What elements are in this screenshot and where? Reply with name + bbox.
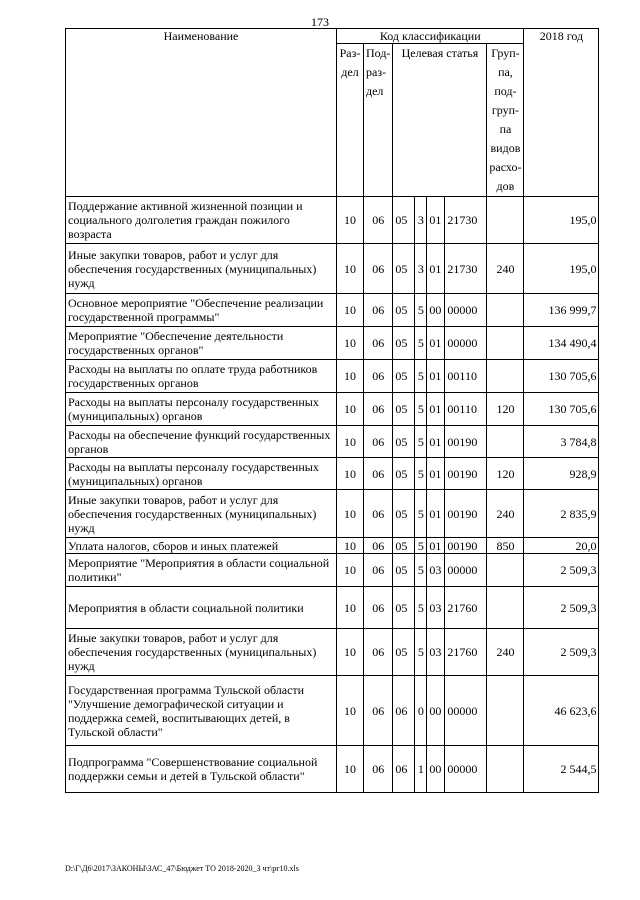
row-amount: 2 509,3 bbox=[524, 554, 599, 587]
row-gruppa: 240 bbox=[487, 244, 524, 294]
row-cs-event: 03 bbox=[427, 554, 445, 587]
row-amount: 2 835,9 bbox=[524, 490, 599, 538]
row-razdel: 10 bbox=[337, 629, 364, 676]
row-cs-program: 06 bbox=[393, 746, 415, 793]
row-razdel: 10 bbox=[337, 244, 364, 294]
row-cs-code: 21730 bbox=[445, 197, 487, 244]
row-gruppa bbox=[487, 554, 524, 587]
row-cs-event: 01 bbox=[427, 244, 445, 294]
row-cs-program: 05 bbox=[393, 294, 415, 327]
header-name: Наименование bbox=[66, 29, 337, 197]
table-row bbox=[66, 294, 599, 327]
row-cs-subprogram: 5 bbox=[415, 294, 427, 327]
row-cs-code: 00000 bbox=[445, 676, 487, 746]
row-gruppa: 240 bbox=[487, 629, 524, 676]
row-cs-code: 00000 bbox=[445, 327, 487, 360]
row-cs-program: 05 bbox=[393, 629, 415, 676]
row-amount: 2 509,3 bbox=[524, 629, 599, 676]
row-cs-code: 00190 bbox=[445, 458, 487, 490]
table-row bbox=[66, 426, 599, 458]
row-podrazdel: 06 bbox=[364, 360, 393, 393]
row-cs-event: 00 bbox=[427, 294, 445, 327]
table-row bbox=[66, 746, 599, 793]
row-cs-subprogram: 3 bbox=[415, 197, 427, 244]
row-cs-subprogram: 5 bbox=[415, 327, 427, 360]
row-cs-event: 01 bbox=[427, 197, 445, 244]
row-razdel: 10 bbox=[337, 197, 364, 244]
table-row bbox=[66, 458, 599, 490]
row-razdel: 10 bbox=[337, 393, 364, 426]
row-amount: 20,0 bbox=[524, 538, 599, 554]
row-gruppa: 120 bbox=[487, 393, 524, 426]
row-amount: 3 784,8 bbox=[524, 426, 599, 458]
row-cs-code: 21730 bbox=[445, 244, 487, 294]
row-cs-subprogram: 5 bbox=[415, 490, 427, 538]
row-podrazdel: 06 bbox=[364, 629, 393, 676]
row-name: Расходы на выплаты персоналу государственных (муниципальных) органов bbox=[66, 458, 337, 490]
row-cs-event: 01 bbox=[427, 393, 445, 426]
row-cs-subprogram: 5 bbox=[415, 629, 427, 676]
table-row bbox=[66, 587, 599, 629]
row-amount: 195,0 bbox=[524, 244, 599, 294]
row-cs-subprogram: 5 bbox=[415, 426, 427, 458]
row-name: Мероприятие "Обеспечение деятельности государственных органов" bbox=[66, 327, 337, 360]
row-gruppa: 120 bbox=[487, 458, 524, 490]
row-cs-subprogram: 5 bbox=[415, 538, 427, 554]
row-amount: 195,0 bbox=[524, 197, 599, 244]
header-podrazdel: Под- раз- дел bbox=[364, 44, 393, 197]
row-razdel: 10 bbox=[337, 458, 364, 490]
row-cs-code: 21760 bbox=[445, 629, 487, 676]
row-cs-event: 00 bbox=[427, 676, 445, 746]
row-name: Государственная программа Тульской области "Улучшение демографической ситуации и поддержка семей, воспитывающих детей, в Тульской области" bbox=[66, 676, 337, 746]
row-cs-subprogram: 0 bbox=[415, 676, 427, 746]
row-podrazdel: 06 bbox=[364, 746, 393, 793]
row-cs-event: 01 bbox=[427, 426, 445, 458]
budget-table bbox=[65, 28, 599, 793]
row-razdel: 10 bbox=[337, 587, 364, 629]
row-cs-event: 01 bbox=[427, 490, 445, 538]
header-code-group: Код классификации bbox=[337, 29, 524, 44]
file-path-footer: D:\Г\Д6\2017\ЗАКОНЫ\ЗАС_47\Бюджет ТО 2018-2020_3 чт\рг10.xls bbox=[65, 864, 299, 873]
row-cs-program: 05 bbox=[393, 538, 415, 554]
header-year: 2018 год bbox=[524, 29, 599, 197]
row-podrazdel: 06 bbox=[364, 244, 393, 294]
row-amount: 2 544,5 bbox=[524, 746, 599, 793]
table-row bbox=[66, 327, 599, 360]
row-amount: 928,9 bbox=[524, 458, 599, 490]
row-cs-subprogram: 5 bbox=[415, 554, 427, 587]
row-name: Основное мероприятие "Обеспечение реализации государственной программы" bbox=[66, 294, 337, 327]
row-podrazdel: 06 bbox=[364, 458, 393, 490]
row-gruppa bbox=[487, 587, 524, 629]
row-cs-program: 05 bbox=[393, 244, 415, 294]
row-amount: 130 705,6 bbox=[524, 360, 599, 393]
row-name: Мероприятие "Мероприятия в области социальной политики" bbox=[66, 554, 337, 587]
table-row bbox=[66, 360, 599, 393]
row-podrazdel: 06 bbox=[364, 554, 393, 587]
row-cs-event: 01 bbox=[427, 327, 445, 360]
row-razdel: 10 bbox=[337, 294, 364, 327]
row-cs-event: 03 bbox=[427, 629, 445, 676]
row-cs-program: 05 bbox=[393, 490, 415, 538]
row-razdel: 10 bbox=[337, 746, 364, 793]
row-cs-event: 01 bbox=[427, 458, 445, 490]
row-cs-event: 01 bbox=[427, 538, 445, 554]
row-gruppa bbox=[487, 426, 524, 458]
row-name: Расходы на выплаты персоналу государственных (муниципальных) органов bbox=[66, 393, 337, 426]
row-razdel: 10 bbox=[337, 554, 364, 587]
table-row bbox=[66, 629, 599, 676]
table-row bbox=[66, 554, 599, 587]
row-amount: 134 490,4 bbox=[524, 327, 599, 360]
row-cs-code: 00110 bbox=[445, 393, 487, 426]
row-amount: 136 999,7 bbox=[524, 294, 599, 327]
row-razdel: 10 bbox=[337, 490, 364, 538]
row-cs-subprogram: 5 bbox=[415, 587, 427, 629]
table-row bbox=[66, 676, 599, 746]
header-gruppa: Груп- па, под- груп- па видов расхо- дов bbox=[487, 44, 524, 197]
row-podrazdel: 06 bbox=[364, 676, 393, 746]
row-cs-program: 05 bbox=[393, 426, 415, 458]
row-cs-program: 05 bbox=[393, 393, 415, 426]
row-gruppa bbox=[487, 746, 524, 793]
row-cs-code: 00190 bbox=[445, 426, 487, 458]
row-cs-program: 05 bbox=[393, 360, 415, 393]
row-podrazdel: 06 bbox=[364, 426, 393, 458]
header-razdel: Раз- дел bbox=[337, 44, 364, 197]
row-name: Иные закупки товаров, работ и услуг для обеспечения государственных (муниципальных) нужд bbox=[66, 629, 337, 676]
row-razdel: 10 bbox=[337, 676, 364, 746]
row-cs-event: 01 bbox=[427, 360, 445, 393]
row-cs-code: 00190 bbox=[445, 490, 487, 538]
table-row bbox=[66, 197, 599, 244]
row-name: Иные закупки товаров, работ и услуг для обеспечения государственных (муниципальных) нужд bbox=[66, 490, 337, 538]
row-cs-code: 00000 bbox=[445, 554, 487, 587]
row-cs-code: 00000 bbox=[445, 746, 487, 793]
row-cs-subprogram: 5 bbox=[415, 360, 427, 393]
row-cs-event: 00 bbox=[427, 746, 445, 793]
row-cs-program: 05 bbox=[393, 197, 415, 244]
row-gruppa: 240 bbox=[487, 490, 524, 538]
row-amount: 46 623,6 bbox=[524, 676, 599, 746]
row-name: Мероприятия в области социальной политики bbox=[66, 587, 337, 629]
row-cs-subprogram: 3 bbox=[415, 244, 427, 294]
row-podrazdel: 06 bbox=[364, 197, 393, 244]
table-row bbox=[66, 244, 599, 294]
row-razdel: 10 bbox=[337, 426, 364, 458]
row-podrazdel: 06 bbox=[364, 587, 393, 629]
row-cs-program: 05 bbox=[393, 458, 415, 490]
row-gruppa bbox=[487, 197, 524, 244]
row-gruppa bbox=[487, 294, 524, 327]
row-cs-code: 00000 bbox=[445, 294, 487, 327]
row-name: Уплата налогов, сборов и иных платежей bbox=[66, 538, 337, 554]
row-cs-program: 05 bbox=[393, 327, 415, 360]
row-gruppa bbox=[487, 327, 524, 360]
table-row bbox=[66, 393, 599, 426]
row-cs-subprogram: 1 bbox=[415, 746, 427, 793]
row-gruppa bbox=[487, 360, 524, 393]
row-cs-code: 21760 bbox=[445, 587, 487, 629]
row-cs-program: 05 bbox=[393, 587, 415, 629]
row-amount: 130 705,6 bbox=[524, 393, 599, 426]
page-number: 173 bbox=[311, 15, 329, 29]
row-podrazdel: 06 bbox=[364, 490, 393, 538]
row-razdel: 10 bbox=[337, 327, 364, 360]
row-cs-code: 00110 bbox=[445, 360, 487, 393]
row-cs-subprogram: 5 bbox=[415, 393, 427, 426]
row-podrazdel: 06 bbox=[364, 538, 393, 554]
row-cs-program: 06 bbox=[393, 676, 415, 746]
row-name: Расходы на обеспечение функций государственных органов bbox=[66, 426, 337, 458]
row-name: Подпрограмма "Совершенствование социальной поддержки семьи и детей в Тульской области" bbox=[66, 746, 337, 793]
row-podrazdel: 06 bbox=[364, 327, 393, 360]
row-name: Расходы на выплаты по оплате труда работников государственных органов bbox=[66, 360, 337, 393]
row-cs-event: 03 bbox=[427, 587, 445, 629]
row-amount: 2 509,3 bbox=[524, 587, 599, 629]
row-gruppa bbox=[487, 676, 524, 746]
row-cs-subprogram: 5 bbox=[415, 458, 427, 490]
row-podrazdel: 06 bbox=[364, 393, 393, 426]
row-name: Иные закупки товаров, работ и услуг для обеспечения государственных (муниципальных) нужд bbox=[66, 244, 337, 294]
table-row bbox=[66, 490, 599, 538]
row-razdel: 10 bbox=[337, 538, 364, 554]
table-row bbox=[66, 538, 599, 554]
row-gruppa: 850 bbox=[487, 538, 524, 554]
row-name: Поддержание активной жизненной позиции и социального долголетия граждан пожилого возраста bbox=[66, 197, 337, 244]
row-cs-code: 00190 bbox=[445, 538, 487, 554]
header-celevaya-statya: Целевая статья bbox=[393, 44, 487, 197]
row-cs-program: 05 bbox=[393, 554, 415, 587]
row-podrazdel: 06 bbox=[364, 294, 393, 327]
row-razdel: 10 bbox=[337, 360, 364, 393]
